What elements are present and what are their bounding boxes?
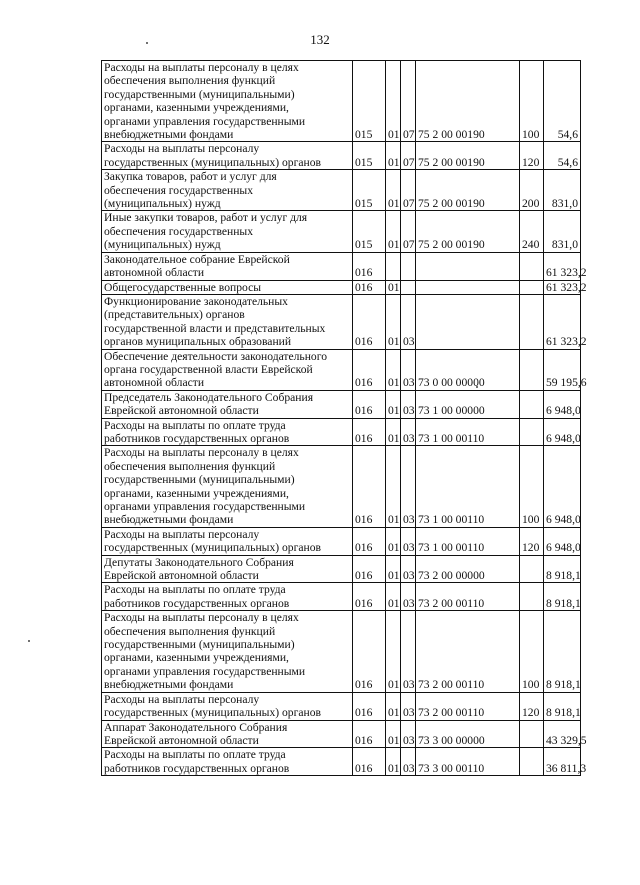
amount: 8 918,1	[544, 692, 581, 720]
row-name: Расходы на выплаты по оплате труда работников государственных органов	[102, 583, 353, 611]
admin-code: 016	[353, 252, 386, 280]
amount: 61 323,2	[544, 280, 581, 294]
expense-type-code: 120	[520, 142, 544, 170]
expense-type-code	[520, 390, 544, 418]
amount: 59 195,6	[544, 349, 581, 390]
section-code: 01	[386, 583, 401, 611]
table-row	[102, 720, 581, 748]
row-name: Обеспечение деятельности законодательного органа государственной власти Еврейской автономной области	[102, 349, 353, 390]
table-row	[102, 611, 581, 692]
table-row	[102, 446, 581, 527]
target-article-code: 73 2 00 00110	[416, 692, 520, 720]
target-article-code: 73 2 00 00110	[416, 611, 520, 692]
amount: 61 323,2	[544, 252, 581, 280]
row-name: Председатель Законодательного Собрания Еврейской автономной области	[102, 390, 353, 418]
row-name: Закупка товаров, работ и услуг для обеспечения государственных (муниципальных) нужд	[102, 170, 353, 211]
subsection-code: 07	[401, 142, 416, 170]
row-name: Расходы на выплаты по оплате труда работников государственных органов	[102, 748, 353, 776]
admin-code: 015	[353, 61, 386, 142]
subsection-code: 07	[401, 61, 416, 142]
target-article-code: 75 2 00 00190	[416, 170, 520, 211]
expense-type-code	[520, 555, 544, 583]
expense-type-code	[520, 280, 544, 294]
admin-code: 015	[353, 211, 386, 252]
section-code: 01	[386, 692, 401, 720]
expense-type-code	[520, 418, 544, 446]
admin-code: 016	[353, 446, 386, 527]
section-code: 01	[386, 720, 401, 748]
target-article-code	[416, 280, 520, 294]
target-article-code: 73 3 00 00000	[416, 720, 520, 748]
admin-code: 016	[353, 527, 386, 555]
subsection-code: 03	[401, 692, 416, 720]
row-name: Иные закупки товаров, работ и услуг для обеспечения государственных (муниципальных) нужд	[102, 211, 353, 252]
amount: 831,0	[544, 170, 581, 211]
admin-code: 016	[353, 583, 386, 611]
row-name: Расходы на выплаты персоналу в целях обеспечения выполнения функций государственными (муниципальными) органами, казенными учреждениями, органами управления государственными внебюджетными фондами	[102, 611, 353, 692]
row-name: Общегосударственные вопросы	[102, 280, 353, 294]
expense-type-code: 100	[520, 446, 544, 527]
expense-type-code	[520, 583, 544, 611]
expense-type-code: 240	[520, 211, 544, 252]
amount: 36 811,3	[544, 748, 581, 776]
expense-type-code	[520, 252, 544, 280]
amount: 54,6	[544, 142, 581, 170]
amount: 8 918,1	[544, 583, 581, 611]
subsection-code: 07	[401, 170, 416, 211]
target-article-code: 75 2 00 00190	[416, 142, 520, 170]
subsection-code: 03	[401, 446, 416, 527]
row-name: Расходы на выплаты персоналу в целях обеспечения выполнения функций государственными (муниципальными) органами, казенными учреждениями, органами управления государственными внебюджетными фондами	[102, 61, 353, 142]
admin-code: 016	[353, 555, 386, 583]
table-row	[102, 280, 581, 294]
expense-type-code	[520, 349, 544, 390]
table-row	[102, 555, 581, 583]
section-code	[386, 252, 401, 280]
row-name: Расходы на выплаты персоналу государственных (муниципальных) органов	[102, 692, 353, 720]
table-row	[102, 170, 581, 211]
target-article-code: 73 0 00 00000	[416, 349, 520, 390]
subsection-code: 03	[401, 390, 416, 418]
table-row	[102, 211, 581, 252]
subsection-code	[401, 252, 416, 280]
target-article-code: 73 1 00 00000	[416, 390, 520, 418]
target-article-code: 73 2 00 00110	[416, 583, 520, 611]
amount: 43 329,5	[544, 720, 581, 748]
target-article-code: 73 1 00 00110	[416, 446, 520, 527]
admin-code: 015	[353, 142, 386, 170]
section-code: 01	[386, 170, 401, 211]
expense-type-code	[520, 748, 544, 776]
row-name: Законодательное собрание Еврейской автономной области	[102, 252, 353, 280]
section-code: 01	[386, 294, 401, 349]
subsection-code: 03	[401, 583, 416, 611]
subsection-code: 03	[401, 720, 416, 748]
admin-code: 016	[353, 349, 386, 390]
subsection-code: 03	[401, 418, 416, 446]
expense-type-code: 120	[520, 692, 544, 720]
table-row	[102, 61, 581, 142]
budget-table	[101, 60, 587, 776]
target-article-code: 75 2 00 00190	[416, 61, 520, 142]
section-code: 01	[386, 748, 401, 776]
row-name: Расходы на выплаты персоналу государственных (муниципальных) органов	[102, 142, 353, 170]
subsection-code: 07	[401, 211, 416, 252]
section-code: 01	[386, 211, 401, 252]
scan-speck	[146, 42, 148, 44]
admin-code: 016	[353, 720, 386, 748]
section-code: 01	[386, 61, 401, 142]
admin-code: 016	[353, 294, 386, 349]
target-article-code: 73 3 00 00110	[416, 748, 520, 776]
target-article-code: 75 2 00 00190	[416, 211, 520, 252]
amount: 8 918,1	[544, 555, 581, 583]
row-name: Расходы на выплаты персоналу в целях обеспечения выполнения функций государственными (муниципальными) органами, казенными учреждениями, органами управления государственными внебюджетными фондами	[102, 446, 353, 527]
admin-code: 016	[353, 748, 386, 776]
admin-code: 016	[353, 280, 386, 294]
amount: 54,6	[544, 61, 581, 142]
subsection-code: 03	[401, 527, 416, 555]
scan-speck	[28, 640, 30, 642]
amount: 831,0	[544, 211, 581, 252]
admin-code: 015	[353, 170, 386, 211]
subsection-code	[401, 280, 416, 294]
amount: 6 948,0	[544, 390, 581, 418]
table-row	[102, 349, 581, 390]
expense-type-code	[520, 720, 544, 748]
table-row	[102, 142, 581, 170]
row-name: Расходы на выплаты персоналу государственных (муниципальных) органов	[102, 527, 353, 555]
target-article-code: 73 2 00 00000	[416, 555, 520, 583]
subsection-code: 03	[401, 611, 416, 692]
row-name: Аппарат Законодательного Собрания Еврейской автономной области	[102, 720, 353, 748]
table-row	[102, 583, 581, 611]
section-code: 01	[386, 142, 401, 170]
section-code: 01	[386, 446, 401, 527]
amount: 6 948,0	[544, 527, 581, 555]
table-row	[102, 418, 581, 446]
subsection-code: 03	[401, 748, 416, 776]
section-code: 01	[386, 390, 401, 418]
admin-code: 016	[353, 692, 386, 720]
row-name: Функционирование законодательных (представительных) органов государственной власти и представительных органов муниципальных образований	[102, 294, 353, 349]
section-code: 01	[386, 555, 401, 583]
section-code: 01	[386, 280, 401, 294]
admin-code: 016	[353, 418, 386, 446]
expense-type-code: 200	[520, 170, 544, 211]
section-code: 01	[386, 527, 401, 555]
expense-type-code: 100	[520, 61, 544, 142]
subsection-code: 03	[401, 294, 416, 349]
admin-code: 016	[353, 390, 386, 418]
table-row	[102, 294, 581, 349]
expense-type-code	[520, 294, 544, 349]
admin-code: 016	[353, 611, 386, 692]
row-name: Депутаты Законодательного Собрания Еврейской автономной области	[102, 555, 353, 583]
expense-type-code: 100	[520, 611, 544, 692]
target-article-code	[416, 294, 520, 349]
table-row	[102, 252, 581, 280]
row-name: Расходы на выплаты по оплате труда работников государственных органов	[102, 418, 353, 446]
amount: 6 948,0	[544, 418, 581, 446]
table-row	[102, 390, 581, 418]
expense-type-code: 120	[520, 527, 544, 555]
amount: 6 948,0	[544, 446, 581, 527]
target-article-code: 73 1 00 00110	[416, 527, 520, 555]
subsection-code: 03	[401, 555, 416, 583]
table-row	[102, 748, 581, 776]
amount: 8 918,1	[544, 611, 581, 692]
target-article-code: 73 1 00 00110	[416, 418, 520, 446]
page-number: 132	[310, 32, 330, 47]
table-row	[102, 692, 581, 720]
target-article-code	[416, 252, 520, 280]
subsection-code: 03	[401, 349, 416, 390]
table-body	[102, 61, 587, 776]
table-row	[102, 527, 581, 555]
amount: 61 323,2	[544, 294, 581, 349]
section-code: 01	[386, 611, 401, 692]
section-code: 01	[386, 418, 401, 446]
section-code: 01	[386, 349, 401, 390]
